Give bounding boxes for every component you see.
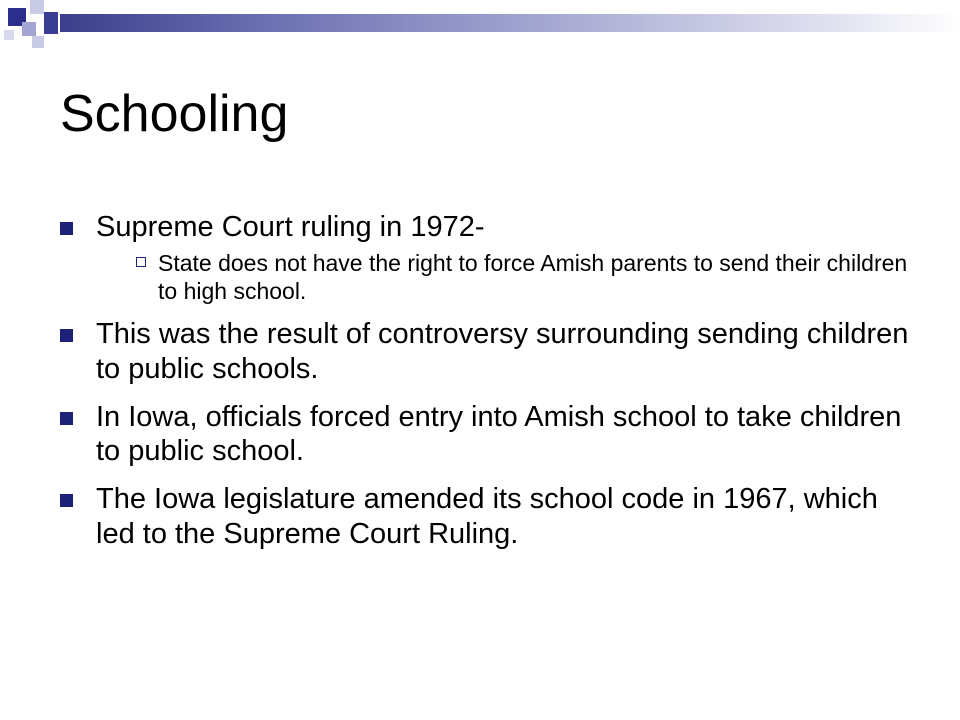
header-square-decoration — [32, 36, 44, 48]
hollow-square-bullet-icon — [136, 257, 146, 267]
slide-body — [60, 210, 920, 565]
header-square-decoration — [44, 12, 58, 34]
header-square-decoration — [22, 22, 36, 36]
bullet-item — [60, 210, 920, 244]
sub-bullet-item — [136, 250, 920, 305]
filled-square-bullet-icon — [60, 412, 73, 425]
bullet-item — [60, 482, 920, 550]
filled-square-bullet-icon — [60, 329, 73, 342]
header-square-decoration — [30, 0, 44, 14]
header-decoration — [0, 0, 960, 48]
header-gradient-band — [60, 14, 960, 32]
filled-square-bullet-icon — [60, 494, 73, 507]
bullet-item — [60, 400, 920, 468]
header-square-decoration — [4, 30, 14, 40]
filled-square-bullet-icon — [60, 222, 73, 235]
slide-title: Schooling — [60, 85, 289, 143]
sub-bullet-text: State does not have the right to force Amish parents to send their children to high school. — [158, 250, 908, 304]
bullet-text: In Iowa, officials forced entry into Amish school to take children to public school. — [96, 400, 902, 468]
bullet-text: The Iowa legislature amended its school code in 1967, which led to the Supreme Court Ruling. — [96, 483, 878, 550]
bullet-item — [60, 317, 920, 385]
bullet-text: This was the result of controversy surrounding sending children to public schools. — [96, 318, 909, 385]
bullet-text: Supreme Court ruling in 1972- — [96, 211, 485, 243]
